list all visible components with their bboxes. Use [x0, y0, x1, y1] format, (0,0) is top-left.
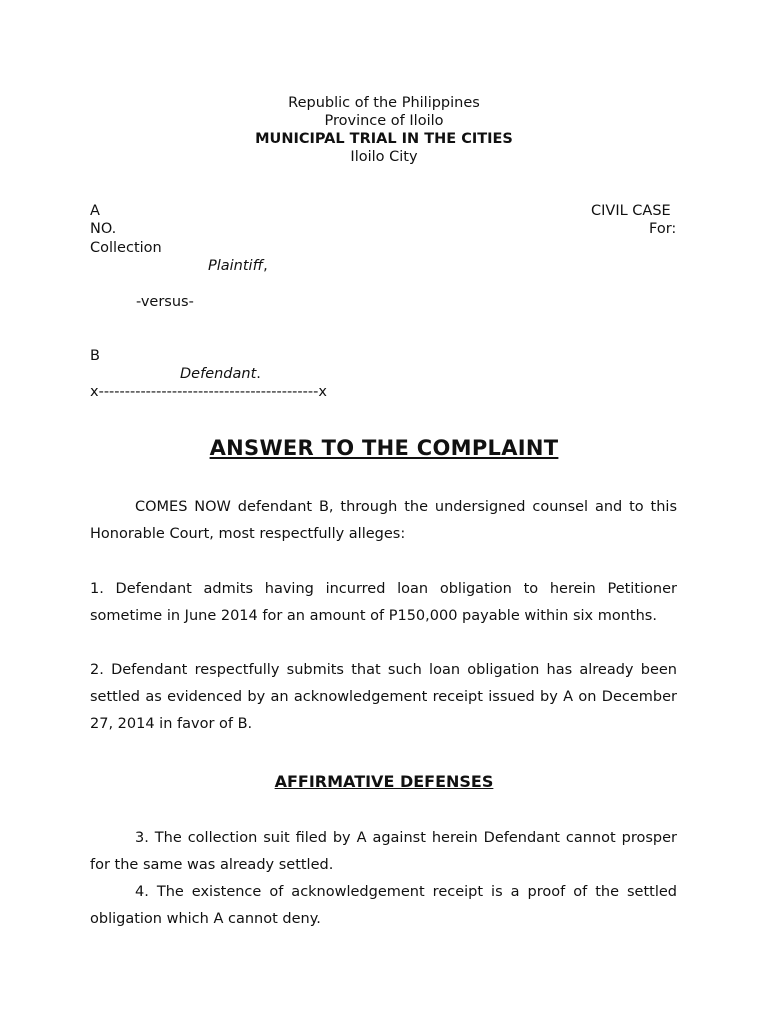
case-number-label: NO. [90, 221, 117, 237]
defendant-label [180, 365, 261, 383]
allegation-1: 1. Defendant admits having incurred loan obligation to herein Petitioner sometime in June 2014 for an amount of P150,000 payable within six months. [90, 581, 677, 624]
allegation-2: 2. Defendant respectfully submits that such loan obligation has already been settled as evidenced by an acknowledgement receipt issued by A on December 27, 2014 in favor of B. [90, 662, 677, 732]
plaintiff-name: A [90, 203, 100, 219]
header-province: Province of Iloilo [324, 113, 444, 129]
case-nature: Collection [90, 240, 162, 256]
caption-separator: x------------------------------------------x [90, 384, 327, 400]
defendant-label-text: Defendant [180, 366, 257, 382]
case-for-label: For: [649, 221, 677, 237]
header-court: MUNICIPAL TRIAL IN THE CITIES [255, 131, 513, 147]
affirmative-defenses-heading: AFFIRMATIVE DEFENSES [274, 772, 494, 791]
defense-3: 3. The collection suit filed by A against herein Defendant cannot prosper for the same was already settled. [90, 830, 677, 873]
civil-case-label: CIVIL CASE [591, 203, 671, 219]
plaintiff-label [208, 257, 268, 275]
defendant-label-period: . [256, 366, 261, 382]
document-title: ANSWER TO THE COMPLAINT [209, 436, 559, 460]
defendant-name: B [90, 348, 100, 364]
intro-paragraph: COMES NOW defendant B, through the undersigned counsel and to this Honorable Court, most respectfully alleges: [90, 499, 677, 542]
defense-4: 4. The existence of acknowledgement receipt is a proof of the settled obligation which A cannot deny. [90, 884, 677, 927]
header-republic: Republic of the Philippines [288, 95, 480, 111]
plaintiff-label-comma: , [263, 258, 268, 274]
plaintiff-label-text: Plaintiff [208, 258, 264, 274]
header-city: Iloilo City [350, 149, 418, 165]
versus-text: -versus- [136, 294, 194, 310]
